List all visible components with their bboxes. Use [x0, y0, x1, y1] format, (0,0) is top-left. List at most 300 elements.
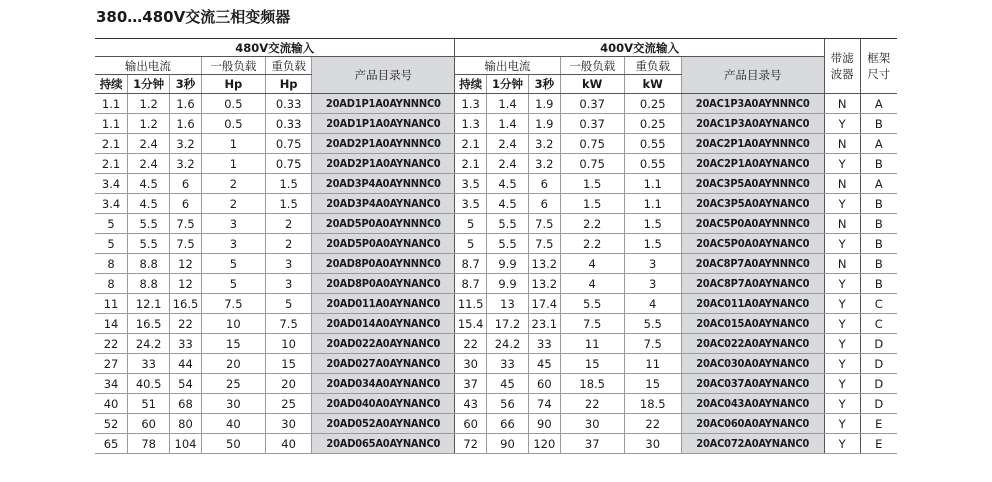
cell-heavy-kw: 0.25 [624, 94, 681, 114]
cell-filter: Y [824, 374, 860, 394]
table-row [95, 334, 897, 354]
cell-one-min-480: 33 [128, 354, 170, 374]
cell-heavy-hp: 1.5 [265, 174, 311, 194]
cell-cont-480: 22 [95, 334, 128, 354]
cell-one-min-400: 2.4 [486, 134, 528, 154]
cell-heavy-kw: 18.5 [624, 394, 681, 414]
cell-filter: Y [824, 234, 860, 254]
cell-cont-480: 34 [95, 374, 128, 394]
cell-one-min-480: 12.1 [128, 294, 170, 314]
cell-one-min-400: 66 [486, 414, 528, 434]
cell-frame: E [860, 434, 897, 454]
cell-normal-kw: 0.37 [560, 114, 624, 134]
cell-three-sec-480: 1.6 [170, 94, 202, 114]
page-title: 380…480V交流三相变频器 [96, 8, 291, 26]
cell-catalog-480: 20AD1P1A0AYNANC0 [312, 114, 455, 134]
cell-catalog-400: 20AC1P3A0AYNANC0 [681, 114, 824, 134]
cell-catalog-400: 20AC022A0AYNANC0 [681, 334, 824, 354]
heavy-duty-header-400: 重负载 [624, 57, 681, 75]
cell-catalog-400: 20AC011A0AYNANC0 [681, 294, 824, 314]
table-row [95, 174, 897, 194]
cell-catalog-400: 20AC2P1A0AYNNNC0 [681, 134, 824, 154]
cell-catalog-400: 20AC015A0AYNANC0 [681, 314, 824, 334]
cell-catalog-400: 20AC8P7A0AYNNNC0 [681, 254, 824, 274]
cell-one-min-480: 78 [128, 434, 170, 454]
cell-frame: E [860, 414, 897, 434]
cell-normal-kw: 15 [560, 354, 624, 374]
cell-catalog-480: 20AD014A0AYNANC0 [312, 314, 455, 334]
cell-one-min-480: 8.8 [128, 274, 170, 294]
cell-one-min-480: 40.5 [128, 374, 170, 394]
cell-heavy-kw: 22 [624, 414, 681, 434]
cell-catalog-400: 20AC043A0AYNANC0 [681, 394, 824, 414]
table-row [95, 274, 897, 294]
cell-catalog-480: 20AD8P0A0AYNANC0 [312, 274, 455, 294]
cell-filter: Y [824, 294, 860, 314]
cell-one-min-480: 1.2 [128, 114, 170, 134]
cell-normal-hp: 50 [201, 434, 265, 454]
cell-normal-kw: 0.37 [560, 94, 624, 114]
cell-heavy-kw: 30 [624, 434, 681, 454]
cell-three-sec-400: 33 [529, 334, 561, 354]
catalog-header-400: 产品目录号 [681, 57, 824, 94]
cell-one-min-480: 4.5 [128, 174, 170, 194]
cell-heavy-kw: 1.1 [624, 174, 681, 194]
frame-header-line-2: 尺寸 [867, 67, 891, 81]
one-min-header-480: 1分钟 [128, 75, 170, 94]
cell-catalog-400: 20AC8P7A0AYNANC0 [681, 274, 824, 294]
cell-one-min-480: 24.2 [128, 334, 170, 354]
cell-three-sec-400: 13.2 [529, 254, 561, 274]
cell-normal-hp: 40 [201, 414, 265, 434]
frame-header [860, 39, 897, 94]
cell-three-sec-480: 3.2 [170, 154, 202, 174]
cell-heavy-hp: 1.5 [265, 194, 311, 214]
cell-three-sec-400: 90 [529, 414, 561, 434]
frame-header-line-1: 框架 [867, 51, 891, 65]
cont-header-400: 持续 [455, 75, 487, 94]
filter-header [824, 39, 860, 94]
catalog-header-480: 产品目录号 [312, 57, 455, 94]
cell-catalog-400: 20AC2P1A0AYNANC0 [681, 154, 824, 174]
filter-header-line-1: 带滤 [830, 51, 854, 65]
cell-filter: N [824, 134, 860, 154]
cell-normal-kw: 37 [560, 434, 624, 454]
cell-heavy-kw: 0.25 [624, 114, 681, 134]
table-row [95, 234, 897, 254]
cell-filter: N [824, 214, 860, 234]
cell-catalog-400: 20AC5P0A0AYNNNC0 [681, 214, 824, 234]
cell-cont-400: 22 [455, 334, 487, 354]
cell-heavy-kw: 7.5 [624, 334, 681, 354]
cell-frame: A [860, 134, 897, 154]
cell-cont-400: 43 [455, 394, 487, 414]
cell-three-sec-480: 104 [170, 434, 202, 454]
cell-cont-480: 5 [95, 234, 128, 254]
unit-hp-heavy: Hp [265, 75, 311, 94]
cell-three-sec-480: 3.2 [170, 134, 202, 154]
cell-frame: B [860, 114, 897, 134]
cell-normal-kw: 11 [560, 334, 624, 354]
cell-catalog-480: 20AD027A0AYNANC0 [312, 354, 455, 374]
cell-frame: A [860, 174, 897, 194]
heavy-duty-header-480: 重负载 [265, 57, 311, 75]
table-row [95, 394, 897, 414]
output-current-header-400: 输出电流 [455, 57, 560, 75]
cell-heavy-kw: 11 [624, 354, 681, 374]
cell-catalog-400: 20AC037A0AYNANC0 [681, 374, 824, 394]
cell-normal-kw: 1.5 [560, 174, 624, 194]
header-row-2 [95, 57, 897, 75]
cell-three-sec-480: 44 [170, 354, 202, 374]
cell-catalog-480: 20AD052A0AYNANC0 [312, 414, 455, 434]
cell-heavy-hp: 7.5 [265, 314, 311, 334]
cell-one-min-400: 17.2 [486, 314, 528, 334]
cell-heavy-hp: 20 [265, 374, 311, 394]
cell-normal-hp: 3 [201, 214, 265, 234]
cell-one-min-400: 5.5 [486, 214, 528, 234]
table-row [95, 194, 897, 214]
table-row [95, 214, 897, 234]
cell-heavy-kw: 3 [624, 274, 681, 294]
cell-one-min-400: 24.2 [486, 334, 528, 354]
cell-frame: D [860, 374, 897, 394]
cell-frame: B [860, 214, 897, 234]
cell-normal-kw: 0.75 [560, 154, 624, 174]
cell-frame: C [860, 294, 897, 314]
unit-hp-normal: Hp [201, 75, 265, 94]
cell-heavy-kw: 15 [624, 374, 681, 394]
cell-heavy-hp: 0.75 [265, 134, 311, 154]
cell-normal-hp: 5 [201, 254, 265, 274]
cell-three-sec-480: 1.6 [170, 114, 202, 134]
cell-cont-400: 30 [455, 354, 487, 374]
cell-heavy-hp: 0.33 [265, 114, 311, 134]
cell-three-sec-400: 3.2 [529, 134, 561, 154]
cell-cont-400: 1.3 [455, 94, 487, 114]
three-sec-header-400: 3秒 [529, 75, 561, 94]
cell-one-min-480: 4.5 [128, 194, 170, 214]
cell-three-sec-480: 54 [170, 374, 202, 394]
cell-normal-hp: 20 [201, 354, 265, 374]
cell-three-sec-400: 6 [529, 174, 561, 194]
cell-normal-kw: 30 [560, 414, 624, 434]
cell-one-min-400: 2.4 [486, 154, 528, 174]
cell-normal-kw: 18.5 [560, 374, 624, 394]
output-current-header-480: 输出电流 [95, 57, 201, 75]
normal-duty-header-480: 一般负载 [201, 57, 265, 75]
cont-header-480: 持续 [95, 75, 128, 94]
cell-cont-480: 65 [95, 434, 128, 454]
cell-frame: B [860, 234, 897, 254]
cell-catalog-480: 20AD065A0AYNANC0 [312, 434, 455, 454]
cell-one-min-480: 60 [128, 414, 170, 434]
cell-three-sec-480: 33 [170, 334, 202, 354]
cell-heavy-hp: 10 [265, 334, 311, 354]
cell-heavy-hp: 3 [265, 274, 311, 294]
cell-heavy-hp: 15 [265, 354, 311, 374]
cell-normal-hp: 1 [201, 154, 265, 174]
cell-catalog-400: 20AC5P0A0AYNANC0 [681, 234, 824, 254]
cell-frame: D [860, 354, 897, 374]
cell-one-min-480: 2.4 [128, 154, 170, 174]
cell-heavy-hp: 0.75 [265, 154, 311, 174]
cell-one-min-400: 90 [486, 434, 528, 454]
cell-catalog-480: 20AD2P1A0AYNNNC0 [312, 134, 455, 154]
drive-spec-table [95, 38, 897, 454]
cell-heavy-kw: 4 [624, 294, 681, 314]
cell-three-sec-400: 74 [529, 394, 561, 414]
cell-cont-480: 5 [95, 214, 128, 234]
table-row [95, 314, 897, 334]
cell-one-min-400: 1.4 [486, 94, 528, 114]
cell-one-min-400: 45 [486, 374, 528, 394]
cell-frame: C [860, 314, 897, 334]
cell-three-sec-480: 7.5 [170, 234, 202, 254]
cell-filter: Y [824, 154, 860, 174]
cell-one-min-400: 13 [486, 294, 528, 314]
table-row [95, 154, 897, 174]
cell-cont-400: 3.5 [455, 194, 487, 214]
three-sec-header-480: 3秒 [170, 75, 202, 94]
cell-three-sec-400: 23.1 [529, 314, 561, 334]
unit-kw-heavy: kW [624, 75, 681, 94]
table-row [95, 94, 897, 114]
cell-heavy-hp: 5 [265, 294, 311, 314]
cell-normal-kw: 7.5 [560, 314, 624, 334]
cell-catalog-400: 20AC3P5A0AYNANC0 [681, 194, 824, 214]
cell-cont-400: 1.3 [455, 114, 487, 134]
table-row [95, 294, 897, 314]
cell-catalog-480: 20AD8P0A0AYNNNC0 [312, 254, 455, 274]
cell-cont-400: 2.1 [455, 134, 487, 154]
cell-cont-400: 60 [455, 414, 487, 434]
cell-three-sec-400: 7.5 [529, 234, 561, 254]
cell-three-sec-400: 1.9 [529, 94, 561, 114]
cell-one-min-480: 16.5 [128, 314, 170, 334]
cell-three-sec-400: 60 [529, 374, 561, 394]
cell-normal-hp: 0.5 [201, 114, 265, 134]
cell-catalog-480: 20AD040A0AYNANC0 [312, 394, 455, 414]
cell-one-min-480: 2.4 [128, 134, 170, 154]
cell-catalog-480: 20AD2P1A0AYNANC0 [312, 154, 455, 174]
cell-frame: B [860, 194, 897, 214]
cell-three-sec-480: 22 [170, 314, 202, 334]
header-row-1 [95, 39, 897, 57]
cell-normal-hp: 7.5 [201, 294, 265, 314]
cell-normal-hp: 3 [201, 234, 265, 254]
cell-cont-400: 3.5 [455, 174, 487, 194]
cell-normal-hp: 30 [201, 394, 265, 414]
cell-one-min-400: 9.9 [486, 254, 528, 274]
cell-one-min-400: 4.5 [486, 174, 528, 194]
cell-heavy-hp: 2 [265, 234, 311, 254]
cell-three-sec-400: 120 [529, 434, 561, 454]
cell-filter: Y [824, 274, 860, 294]
cell-catalog-400: 20AC030A0AYNANC0 [681, 354, 824, 374]
cell-cont-400: 8.7 [455, 274, 487, 294]
cell-catalog-480: 20AD3P4A0AYNANC0 [312, 194, 455, 214]
cell-cont-400: 11.5 [455, 294, 487, 314]
cell-one-min-480: 8.8 [128, 254, 170, 274]
cell-cont-400: 2.1 [455, 154, 487, 174]
cell-cont-480: 1.1 [95, 114, 128, 134]
cell-frame: D [860, 334, 897, 354]
cell-normal-hp: 2 [201, 194, 265, 214]
cell-heavy-hp: 2 [265, 214, 311, 234]
cell-cont-480: 11 [95, 294, 128, 314]
table-row [95, 414, 897, 434]
cell-normal-hp: 5 [201, 274, 265, 294]
cell-catalog-480: 20AD5P0A0AYNNNC0 [312, 214, 455, 234]
cell-heavy-kw: 1.5 [624, 234, 681, 254]
cell-normal-hp: 1 [201, 134, 265, 154]
cell-filter: N [824, 94, 860, 114]
cell-cont-480: 52 [95, 414, 128, 434]
cell-three-sec-400: 17.4 [529, 294, 561, 314]
cell-normal-kw: 2.2 [560, 214, 624, 234]
cell-catalog-400: 20AC1P3A0AYNNNC0 [681, 94, 824, 114]
cell-one-min-400: 4.5 [486, 194, 528, 214]
cell-frame: D [860, 394, 897, 414]
cell-filter: Y [824, 354, 860, 374]
cell-cont-480: 3.4 [95, 174, 128, 194]
cell-normal-hp: 10 [201, 314, 265, 334]
cell-cont-480: 40 [95, 394, 128, 414]
cell-three-sec-400: 1.9 [529, 114, 561, 134]
cell-catalog-400: 20AC072A0AYNANC0 [681, 434, 824, 454]
cell-frame: A [860, 94, 897, 114]
cell-cont-480: 2.1 [95, 154, 128, 174]
cell-one-min-400: 1.4 [486, 114, 528, 134]
table-row [95, 374, 897, 394]
cell-filter: Y [824, 314, 860, 334]
cell-cont-400: 37 [455, 374, 487, 394]
group-400-header: 400V交流输入 [455, 39, 824, 57]
cell-heavy-hp: 3 [265, 254, 311, 274]
cell-three-sec-400: 45 [529, 354, 561, 374]
cell-normal-hp: 0.5 [201, 94, 265, 114]
cell-heavy-kw: 0.55 [624, 134, 681, 154]
cell-normal-kw: 22 [560, 394, 624, 414]
cell-cont-400: 5 [455, 214, 487, 234]
cell-three-sec-480: 80 [170, 414, 202, 434]
cell-cont-480: 14 [95, 314, 128, 334]
table-row [95, 434, 897, 454]
cell-three-sec-400: 13.2 [529, 274, 561, 294]
cell-heavy-hp: 25 [265, 394, 311, 414]
cell-filter: Y [824, 434, 860, 454]
cell-cont-480: 8 [95, 254, 128, 274]
cell-one-min-480: 1.2 [128, 94, 170, 114]
cell-three-sec-400: 3.2 [529, 154, 561, 174]
cell-three-sec-480: 16.5 [170, 294, 202, 314]
cell-cont-400: 5 [455, 234, 487, 254]
cell-filter: Y [824, 194, 860, 214]
cell-frame: B [860, 154, 897, 174]
cell-heavy-hp: 0.33 [265, 94, 311, 114]
cell-filter: Y [824, 414, 860, 434]
table-row [95, 134, 897, 154]
cell-one-min-400: 5.5 [486, 234, 528, 254]
cell-cont-480: 27 [95, 354, 128, 374]
cell-catalog-480: 20AD5P0A0AYNANC0 [312, 234, 455, 254]
cell-heavy-hp: 40 [265, 434, 311, 454]
cell-heavy-kw: 1.5 [624, 214, 681, 234]
cell-filter: Y [824, 114, 860, 134]
cell-three-sec-480: 12 [170, 254, 202, 274]
cell-three-sec-400: 7.5 [529, 214, 561, 234]
cell-normal-kw: 2.2 [560, 234, 624, 254]
cell-one-min-480: 5.5 [128, 214, 170, 234]
cell-heavy-kw: 1.1 [624, 194, 681, 214]
cell-three-sec-480: 7.5 [170, 214, 202, 234]
cell-one-min-400: 33 [486, 354, 528, 374]
cell-three-sec-480: 6 [170, 194, 202, 214]
table-row [95, 254, 897, 274]
normal-duty-header-400: 一般负载 [560, 57, 624, 75]
cell-three-sec-480: 12 [170, 274, 202, 294]
cell-cont-480: 8 [95, 274, 128, 294]
cell-one-min-480: 5.5 [128, 234, 170, 254]
cell-cont-480: 3.4 [95, 194, 128, 214]
cell-cont-400: 15.4 [455, 314, 487, 334]
cell-normal-kw: 4 [560, 254, 624, 274]
cell-three-sec-480: 6 [170, 174, 202, 194]
cell-cont-400: 8.7 [455, 254, 487, 274]
cell-one-min-400: 9.9 [486, 274, 528, 294]
cell-three-sec-400: 6 [529, 194, 561, 214]
cell-catalog-480: 20AD3P4A0AYNNNC0 [312, 174, 455, 194]
table-row [95, 354, 897, 374]
cell-catalog-480: 20AD011A0AYNANC0 [312, 294, 455, 314]
cell-normal-hp: 25 [201, 374, 265, 394]
cell-frame: B [860, 254, 897, 274]
cell-frame: B [860, 274, 897, 294]
cell-normal-hp: 15 [201, 334, 265, 354]
cell-heavy-kw: 0.55 [624, 154, 681, 174]
cell-catalog-480: 20AD022A0AYNANC0 [312, 334, 455, 354]
cell-cont-480: 1.1 [95, 94, 128, 114]
cell-filter: N [824, 174, 860, 194]
unit-kw-normal: kW [560, 75, 624, 94]
cell-one-min-400: 56 [486, 394, 528, 414]
cell-catalog-480: 20AD1P1A0AYNNNC0 [312, 94, 455, 114]
one-min-header-400: 1分钟 [486, 75, 528, 94]
cell-filter: Y [824, 334, 860, 354]
cell-filter: N [824, 254, 860, 274]
group-480-header: 480V交流输入 [95, 39, 455, 57]
cell-normal-kw: 0.75 [560, 134, 624, 154]
cell-catalog-400: 20AC060A0AYNANC0 [681, 414, 824, 434]
cell-normal-kw: 4 [560, 274, 624, 294]
cell-filter: Y [824, 394, 860, 414]
cell-one-min-480: 51 [128, 394, 170, 414]
cell-heavy-hp: 30 [265, 414, 311, 434]
cell-cont-480: 2.1 [95, 134, 128, 154]
cell-heavy-kw: 3 [624, 254, 681, 274]
cell-heavy-kw: 5.5 [624, 314, 681, 334]
cell-normal-kw: 1.5 [560, 194, 624, 214]
filter-header-line-2: 波器 [830, 67, 854, 81]
cell-normal-hp: 2 [201, 174, 265, 194]
cell-catalog-480: 20AD034A0AYNANC0 [312, 374, 455, 394]
cell-normal-kw: 5.5 [560, 294, 624, 314]
table-row [95, 114, 897, 134]
cell-three-sec-480: 68 [170, 394, 202, 414]
cell-catalog-400: 20AC3P5A0AYNNNC0 [681, 174, 824, 194]
cell-cont-400: 72 [455, 434, 487, 454]
